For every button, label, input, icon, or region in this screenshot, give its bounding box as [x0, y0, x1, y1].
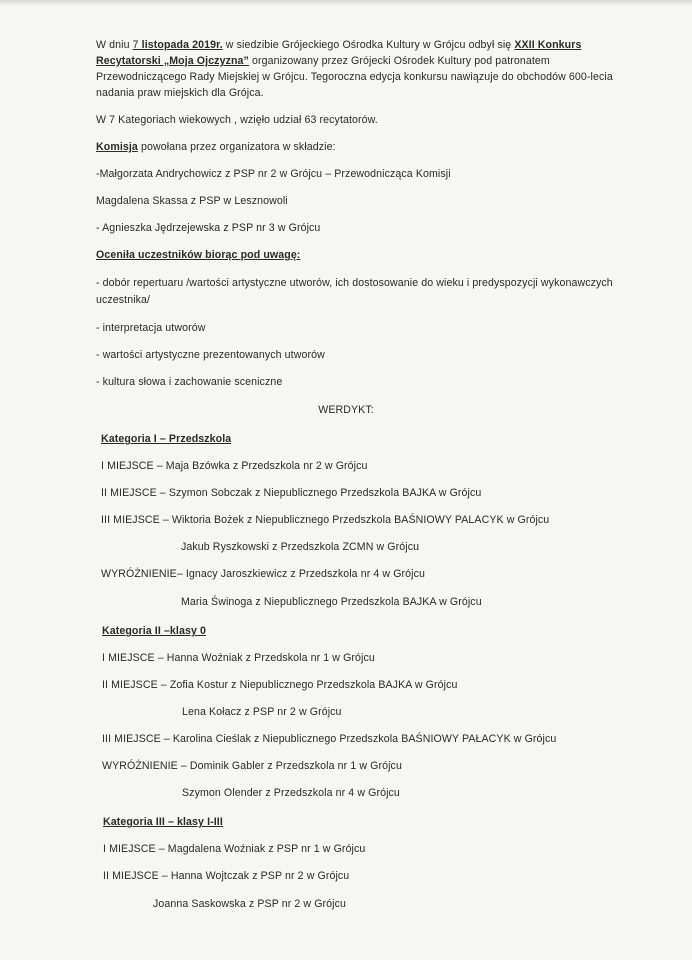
result-line: III MIEJSCE – Wiktoria Bożek z Niepublicznego Przedszkola BAŚNIOWY PALACYK w Grójcu [101, 514, 550, 526]
commission-heading: Komisja [96, 141, 138, 153]
contest-name: XXII Konkurs [514, 39, 582, 51]
criteria-item: - kultura słowa i zachowanie sceniczne [96, 376, 283, 388]
result-line: Maria Świnoga z Niepublicznego Przedszkola BAJKA w Grójcu [181, 596, 482, 608]
commission-member: -Małgorzata Andrychowicz z PSP nr 2 w Grójcu – Przewodnicząca Komisji [96, 168, 451, 180]
intro-date: listopada 2019r. [138, 39, 223, 51]
result-line: Joanna Saskowska z PSP nr 2 w Grójcu [153, 898, 347, 910]
criteria-heading: Oceniła uczestników biorąc pod uwagę: [96, 249, 301, 261]
result-line: I MIEJSCE – Hanna Woźniak z Przedskola nr 1 w Grójcu [102, 652, 375, 664]
commission-member: Magdalena Skassa z PSP w Lesznowoli [96, 195, 288, 207]
result-line: II MIEJSCE – Hanna Wojtczak z PSP nr 2 w Grójcu [103, 870, 350, 882]
verdict-heading: WERDYKT: [318, 404, 374, 416]
commission-heading-line [96, 139, 336, 155]
intro-text: W dniu [96, 39, 133, 51]
intro-text: organizowany przez Grójecki Ośrodek Kultury pod patronatem [248, 55, 550, 67]
category-title: Kategoria I – Przedszkola [101, 433, 232, 445]
commission-member: - Agnieszka Jędrzejewska z PSP nr 3 w Grójcu [96, 222, 321, 234]
result-line: I MIEJSCE – Maja Bzówka z Przedszkola nr 2 w Grójcu [101, 460, 368, 472]
result-line: II MIEJSCE – Szymon Sobczak z Niepublicznego Przedszkola BAJKA w Grójcu [101, 487, 482, 499]
criteria-item: - wartości artystyczne prezentowanych utworów [96, 349, 325, 361]
intro-line-1 [96, 37, 581, 53]
scan-edge [0, 0, 692, 6]
intro-text: w siedzibie Grójeckiego Ośrodka Kultury w Grójcu odbył się [222, 39, 515, 51]
criteria-item: - dobór repertuaru /wartości artystyczne utworów, ich dostosowanie do wieku i predyspozycji wykonawczych [96, 277, 613, 289]
intro-line-2 [96, 53, 550, 69]
criteria-item: - interpretacja utworów [96, 322, 206, 334]
result-line: III MIEJSCE – Karolina Cieślak z Niepublicznego Przedszkola BAŚNIOWY PAŁACYK w Grójcu [102, 733, 557, 745]
intro-line-4: nadania praw miejskich dla Grójca. [96, 87, 264, 99]
result-line: Jakub Ryszkowski z Przedszkola ZCMN w Grójcu [181, 541, 420, 553]
intro-line-3: Przewodniczącego Rady Miejskiej w Grójcu. Tegoroczna edycja konkursu nawiązuje do obchodów 600-lecia [96, 71, 613, 83]
category-title: Kategoria III – klasy I-III [103, 816, 223, 828]
result-line: I MIEJSCE – Magdalena Woźniak z PSP nr 1 w Grójcu [103, 843, 366, 855]
criteria-item: uczestnika/ [96, 294, 151, 306]
result-line: II MIEJSCE – Zofia Kostur z Niepublicznego Przedszkola BAJKA w Grójcu [102, 679, 458, 691]
category-title: Kategoria II –klasy 0 [102, 625, 206, 637]
result-line: WYRÓŻNIENIE– Ignacy Jaroszkiewicz z Przedszkola nr 4 w Grójcu [101, 568, 425, 580]
contest-name: Recytatorski „Moja Ojczyzna” [96, 55, 249, 67]
result-line: WYRÓŻNIENIE – Dominik Gabler z Przedszkola nr 1 w Grójcu [102, 760, 402, 772]
commission-text: powołana przez organizatora w składzie: [137, 141, 336, 153]
result-line: Lena Kołacz z PSP nr 2 w Grójcu [182, 706, 342, 718]
summary-line: W 7 Kategoriach wiekowych , wzięło udział 63 recytatorów. [96, 114, 378, 126]
result-line: Szymon Olender z Przedszkola nr 4 w Grójcu [182, 787, 400, 799]
intro-day: 7 [132, 39, 139, 51]
